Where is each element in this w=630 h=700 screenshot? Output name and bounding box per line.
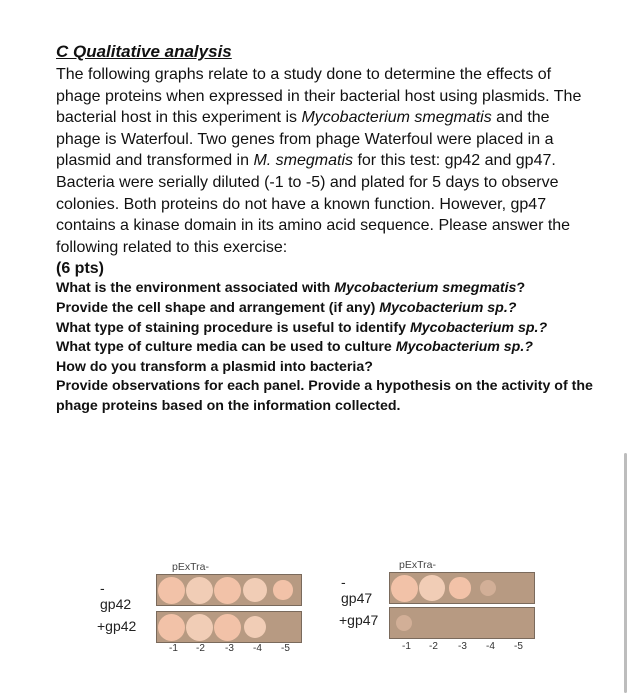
intro-text-1: The following graphs relate to a study done to determine the effects of phage proteins when expressed in their bacterial host using plasmids. The bacterial host in this experiment is <box>56 66 582 127</box>
right-minus-spot-2 <box>419 575 445 601</box>
left-minus-spot-3 <box>214 577 241 604</box>
right-tick-4: -4 <box>486 641 495 652</box>
left-minus-spot-2 <box>186 577 213 604</box>
left-plus-strip <box>156 611 302 643</box>
points-label: (6 pts) <box>56 260 104 278</box>
left-plus-spot-2 <box>186 614 213 641</box>
left-plus-spot-1 <box>158 614 185 641</box>
question-text: Provide the cell shape and arrangement (if any) <box>56 299 380 316</box>
right-row-plus-label: +gp47 <box>339 612 379 628</box>
right-title-main: pExTra- <box>399 559 436 571</box>
right-tick-3: -3 <box>458 641 467 652</box>
question-italic: Mycobacterium smegmatis <box>334 280 517 297</box>
right-plus-spot-1 <box>396 615 413 632</box>
right-minus-spot-4 <box>480 580 497 597</box>
question-2 <box>56 299 596 319</box>
right-tick-2: -2 <box>429 641 438 652</box>
question-text: What type of culture media can be used to culture <box>56 339 396 356</box>
question-italic: Mycobacterium sp.? <box>409 319 548 336</box>
right-plus-strip <box>389 607 535 639</box>
question-text: Provide observations for each panel. Provide a hypothesis on the activity of the phage proteins based on the information collected. <box>56 378 593 414</box>
left-tick-2: -2 <box>196 643 205 654</box>
question-6 <box>56 377 596 416</box>
question-italic: Mycobacterium sp.? <box>379 299 517 316</box>
right-minus-spot-1 <box>391 575 418 602</box>
right-row-minus-label: -gp47 <box>341 574 373 606</box>
left-plus-spot-3 <box>214 614 241 641</box>
question-1 <box>56 279 596 299</box>
right-minus-spot-3 <box>449 577 470 598</box>
left-plus-spot-4 <box>244 616 267 639</box>
question-after: ? <box>516 280 526 297</box>
left-row-minus-label: -gp42 <box>100 580 132 612</box>
question-4 <box>56 338 596 358</box>
document-body <box>56 42 596 417</box>
question-5 <box>56 358 596 378</box>
right-minus-strip <box>389 572 535 604</box>
left-minus-spot-1 <box>158 577 185 604</box>
question-3 <box>56 319 596 339</box>
question-text: How do you transform a plasmid into bacteria? <box>56 358 373 375</box>
question-italic: Mycobacterium sp.? <box>395 339 533 356</box>
left-tick-1: -1 <box>169 643 178 654</box>
left-minus-spot-5 <box>273 580 293 600</box>
right-tick-5: -5 <box>514 641 523 652</box>
intro-text-2: and the phage is Waterfoul. Two genes from phage Waterfoul were placed in a plasmid and transformed in <box>56 109 554 170</box>
question-text: What is the environment associated with <box>56 280 335 297</box>
intro-text-3: for this test: gp42 and gp47. Bacteria were serially diluted (-1 to -5) and plated for 5 days to observe colonies. Both proteins do not have a known function. However, gp47 contains a kinase domain in its amino acid sequence. Please answer the following related to this exercise: <box>56 152 571 256</box>
right-tick-1: -1 <box>402 641 411 652</box>
intro-italic-2: M. smegmatis <box>253 152 354 170</box>
section-heading: C Qualitative analysis <box>56 42 232 61</box>
scrollbar[interactable] <box>624 453 627 693</box>
intro-italic-1: Mycobacterium smegmatis <box>301 109 492 127</box>
question-text: What type of staining procedure is useful to identify <box>56 319 410 336</box>
left-tick-3: -3 <box>225 643 234 654</box>
left-minus-spot-4 <box>243 578 267 602</box>
left-row-plus-label: +gp42 <box>97 618 137 634</box>
left-title-main: pExTra- <box>172 561 209 573</box>
left-tick-5: -5 <box>281 643 290 654</box>
left-tick-4: -4 <box>253 643 262 654</box>
intro-paragraph <box>56 64 596 258</box>
left-minus-strip <box>156 574 302 606</box>
